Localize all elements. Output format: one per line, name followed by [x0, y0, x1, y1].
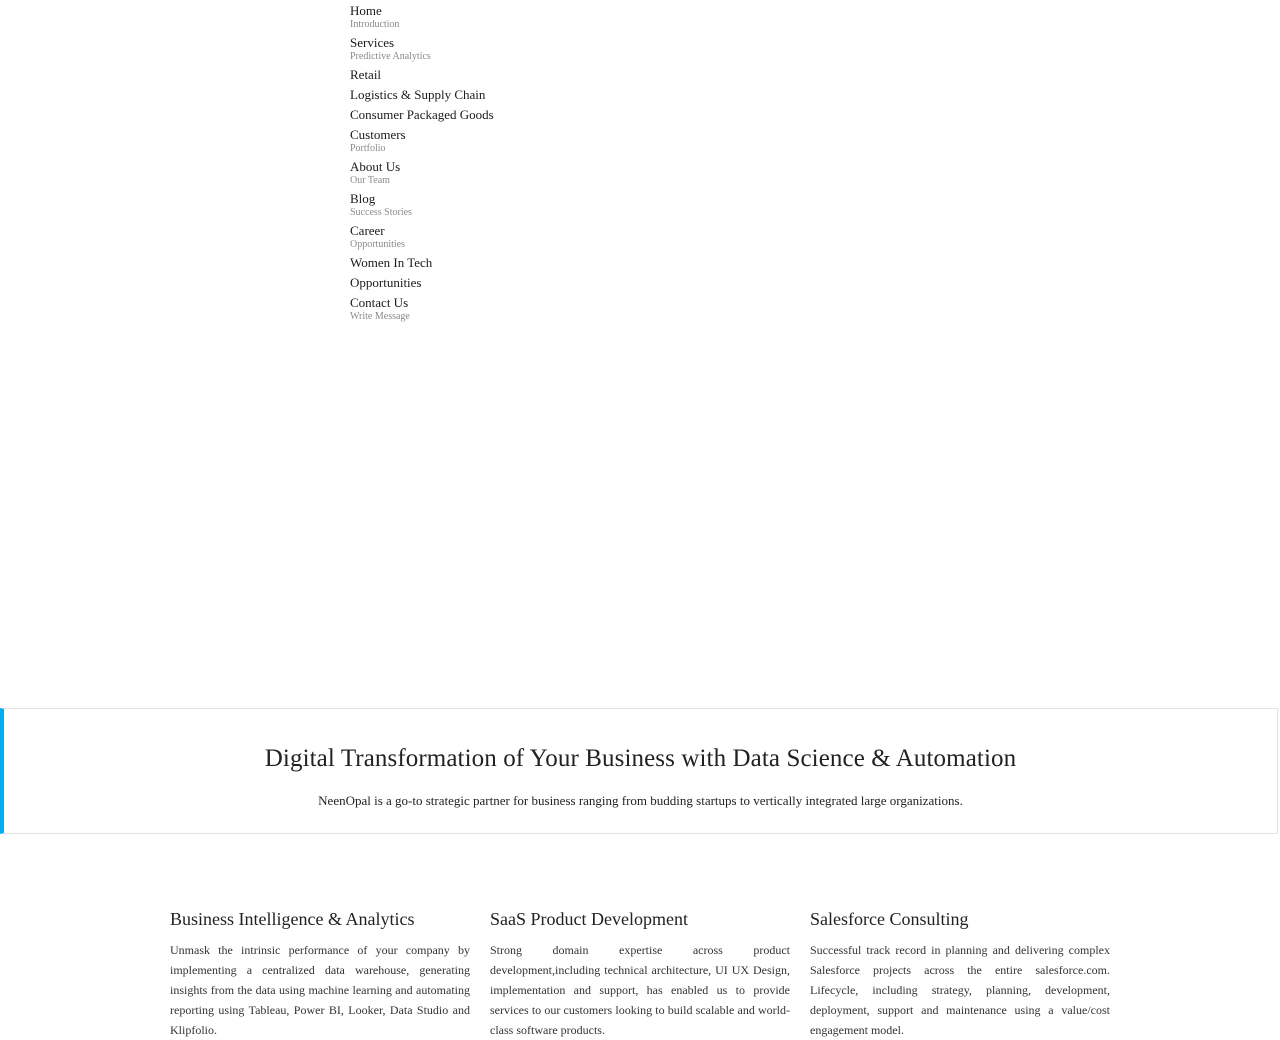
hero-banner — [0, 708, 1278, 834]
nav-sub-success-stories[interactable]: Success Stories — [350, 207, 412, 218]
nav-sub-predictive-analytics[interactable]: Predictive Analytics — [350, 51, 431, 62]
nav-sub-portfolio[interactable]: Portfolio — [350, 143, 386, 154]
nav-label-logistics[interactable]: Logistics & Supply Chain — [350, 87, 486, 102]
nav-sub-opportunities[interactable]: Opportunities — [350, 239, 405, 250]
hero-subtitle: NeenOpal is a go-to strategic partner for business ranging from budding startups to vertically integrated large organizations. — [318, 793, 963, 808]
nav-sub-write-message[interactable]: Write Message — [350, 311, 410, 322]
service-title[interactable]: Business Intelligence & Analytics — [170, 909, 415, 929]
service-saas-development — [490, 905, 790, 1040]
nav-label-career[interactable]: Career — [350, 223, 385, 238]
nav-sub-our-team[interactable]: Our Team — [350, 175, 390, 186]
service-salesforce-consulting — [810, 905, 1110, 1040]
services-section — [170, 905, 1110, 1037]
nav-label-contact-us[interactable]: Contact Us — [350, 295, 409, 310]
nav-label-women-in-tech[interactable]: Women In Tech — [350, 255, 433, 270]
nav-label-retail[interactable]: Retail — [350, 67, 382, 82]
nav-sub-introduction[interactable]: Introduction — [350, 19, 400, 30]
nav-item-cpg[interactable] — [350, 107, 650, 123]
nav-item-services[interactable] — [350, 35, 650, 63]
service-description: Successful track record in planning and delivering complex Salesforce projects across the entire salesforce.com. Lifecycle, including strategy, planning, development, deployment, support and maintenance using a value/cost engagement model. — [810, 943, 1110, 1037]
nav-label-blog[interactable]: Blog — [350, 191, 376, 206]
nav-item-home[interactable] — [350, 3, 650, 31]
nav-label-customers[interactable]: Customers — [350, 127, 406, 142]
nav-item-logistics[interactable] — [350, 87, 650, 103]
service-description: Strong domain expertise across product development,including technical architecture, UI UX Design, implementation and support, has enabled us to provide services to our customers looking to build scalable and world-class software products. — [490, 943, 790, 1037]
nav-item-opportunities[interactable] — [350, 275, 650, 291]
nav-item-career[interactable] — [350, 223, 650, 251]
nav-item-contact-us[interactable] — [350, 295, 650, 323]
nav-label-opportunities[interactable]: Opportunities — [350, 275, 422, 290]
service-title[interactable]: SaaS Product Development — [490, 909, 688, 929]
service-title[interactable]: Salesforce Consulting — [810, 909, 969, 929]
service-description: Unmask the intrinsic performance of your company by implementing a centralized data warehouse, generating insights from the data using machine learning and automating reporting using Tableau, Power BI, Looker, Data Studio and Klipfolio. — [170, 943, 470, 1037]
nav-label-services[interactable]: Services — [350, 35, 395, 50]
nav-label-cpg[interactable]: Consumer Packaged Goods — [350, 107, 494, 122]
main-navigation — [350, 3, 650, 327]
nav-item-customers[interactable] — [350, 127, 650, 155]
nav-item-retail[interactable] — [350, 67, 650, 83]
service-business-intelligence — [170, 905, 470, 1040]
nav-item-blog[interactable] — [350, 191, 650, 219]
nav-label-about-us[interactable]: About Us — [350, 159, 401, 174]
nav-label-home[interactable]: Home — [350, 3, 382, 18]
nav-item-women-in-tech[interactable] — [350, 255, 650, 271]
nav-item-about-us[interactable] — [350, 159, 650, 187]
hero-title: Digital Transformation of Your Business with Data Science & Automation — [264, 745, 1017, 772]
